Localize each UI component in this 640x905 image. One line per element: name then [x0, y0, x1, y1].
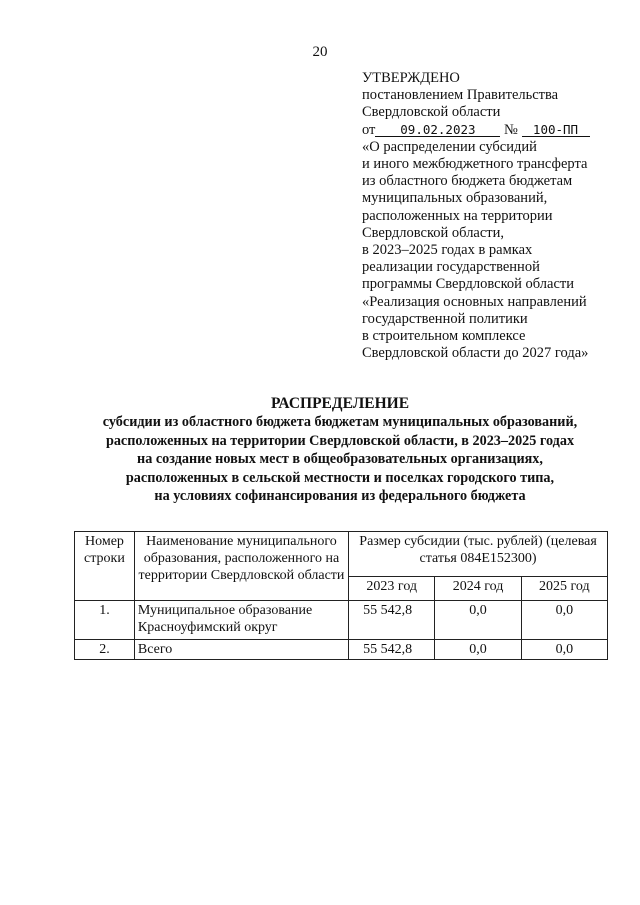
- resolution-line: Свердловской области до 2027 года»: [362, 345, 589, 362]
- header-year-2024: 2024 год: [435, 576, 521, 600]
- table-row: [75, 640, 608, 660]
- row-number: 1.: [75, 601, 135, 640]
- resolution-line: расположенных на территории: [362, 207, 553, 224]
- resolution-line: «Реализация основных направлений: [362, 293, 587, 310]
- title-line: расположенных на территории Свердловской области, в 2023–2025 годах: [105, 432, 575, 449]
- approval-date-line: [362, 122, 632, 139]
- resolution-line: реализации государственной: [362, 259, 540, 276]
- title-line: на создание новых мест в общеобразовательных организациях,: [137, 451, 543, 468]
- header-name: Наименование муниципального образования, расположенного на территории Свердловской области: [134, 532, 348, 601]
- row-value-2025: 0,0: [521, 640, 607, 660]
- title-line: на условиях софинансирования из федерального бюджета: [154, 488, 526, 505]
- row-value-2023: 55 542,8: [349, 640, 435, 660]
- approval-title: УТВЕРЖДЕНО: [362, 70, 460, 86]
- row-value-2024: 0,0: [435, 640, 521, 660]
- row-value-2025: 0,0: [521, 601, 607, 640]
- title-line: расположенных в сельской местности и поселках городского типа,: [125, 469, 555, 486]
- header-year-2023: 2023 год: [349, 576, 435, 600]
- resolution-line: в 2023–2025 годах в рамках: [362, 242, 533, 259]
- date-prefix: от: [362, 121, 376, 138]
- number-prefix: №: [504, 121, 518, 138]
- header-row-number: Номер строки: [75, 532, 135, 601]
- row-value-2024: 0,0: [435, 601, 521, 640]
- resolution-line: государственной политики: [362, 310, 528, 327]
- row-name: Муниципальное образование Красноуфимский округ: [134, 601, 348, 640]
- page-number: 20: [312, 44, 328, 60]
- table-header-row: [75, 532, 608, 577]
- subsidy-table: [74, 531, 608, 660]
- title-line: субсидии из областного бюджета бюджетам муниципальных образований,: [102, 414, 578, 430]
- approval-stamp-block: [362, 70, 632, 362]
- resolution-line: муниципальных образований,: [362, 190, 548, 207]
- approval-line-2: Свердловской области: [362, 104, 501, 121]
- title-heading: РАСПРЕДЕЛЕНИЕ: [270, 395, 410, 412]
- approval-number: 100-ПП: [522, 123, 590, 137]
- resolution-line: и иного межбюджетного трансферта: [362, 156, 588, 173]
- resolution-line: «О распределении субсидий: [362, 138, 537, 155]
- approval-date: 09.02.2023: [375, 123, 500, 137]
- resolution-line: в строительном комплексе: [362, 328, 526, 345]
- row-name: Всего: [134, 640, 348, 660]
- table-row: [75, 601, 608, 640]
- document-title: [60, 394, 620, 506]
- approval-line-1: постановлением Правительства: [362, 87, 559, 104]
- row-number: 2.: [75, 640, 135, 660]
- header-year-2025: 2025 год: [521, 576, 607, 600]
- row-value-2023: 55 542,8: [349, 601, 435, 640]
- resolution-line: из областного бюджета бюджетам: [362, 173, 573, 190]
- header-subsidy: Размер субсидии (тыс. рублей) (целевая статья 084Е152300): [349, 532, 608, 577]
- resolution-line: Свердловской области,: [362, 224, 505, 241]
- resolution-line: программы Свердловской области: [362, 276, 575, 293]
